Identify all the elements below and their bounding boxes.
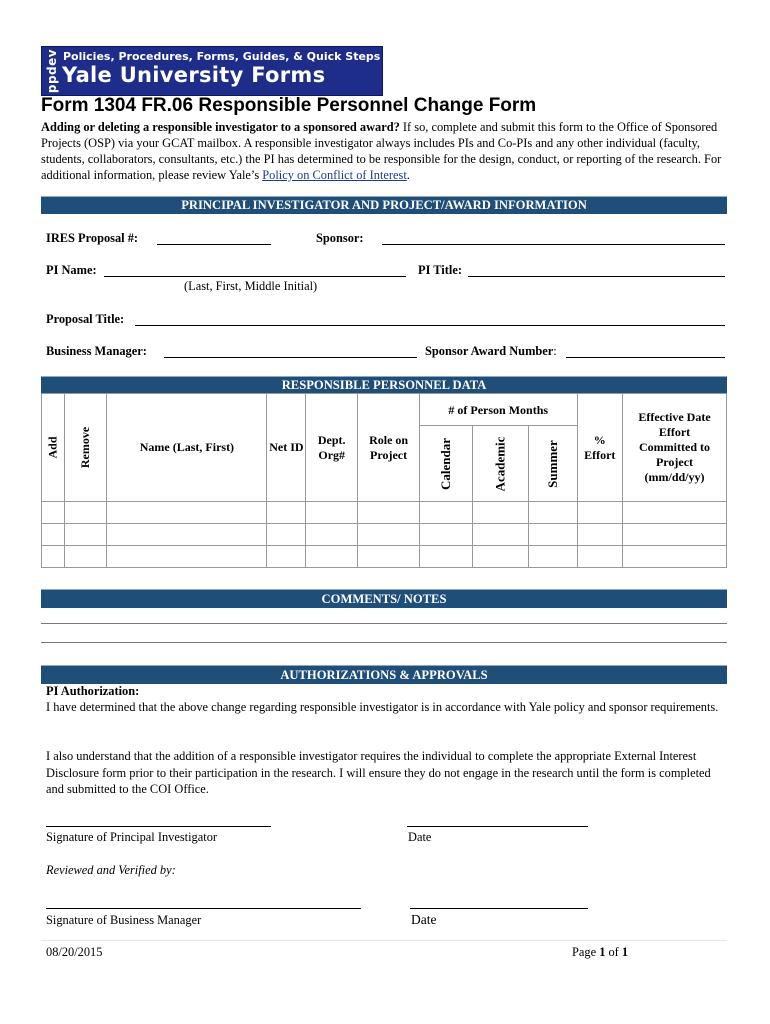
col-calendar [419,426,472,502]
add-checkbox[interactable] [42,502,65,524]
effort-cell[interactable] [577,502,623,524]
net-id-cell[interactable] [267,546,306,568]
table-row [42,502,727,524]
intro-paragraph [41,119,731,183]
col-add [42,394,65,502]
comments-section-header: COMMENTS/ NOTES [41,589,727,608]
calendar-cell[interactable] [419,524,472,546]
ppdev-text: ppdev [45,48,60,94]
col-academic-label: Academic [492,436,508,491]
bm-signature-label: Signature of Business Manager [46,913,202,927]
ppdev-logo [44,47,60,95]
pi-section-header: PRINCIPAL INVESTIGATOR AND PROJECT/AWARD INFORMATION [41,196,727,214]
col-academic [472,426,528,502]
rp-section-header: RESPONSIBLE PERSONNEL DATA [41,376,727,394]
sponsor-label: Sponsor: [316,231,364,245]
effective-date-cell[interactable] [623,546,727,568]
proposal-title-field[interactable] [135,325,725,326]
form-title: Form 1304 FR.06 Responsible Personnel Change Form [41,95,537,116]
coi-policy-link[interactable]: Policy on Conflict of Interest [262,168,407,182]
comments-line-2[interactable] [41,642,727,643]
page-number [572,945,628,960]
academic-cell[interactable] [472,546,528,568]
add-checkbox[interactable] [42,524,65,546]
sponsor-award-number-label [425,344,557,359]
dept-org-cell[interactable] [306,524,358,546]
dept-org-cell[interactable] [306,546,358,568]
name-cell[interactable] [107,502,267,524]
sponsor-field[interactable] [382,244,725,245]
pi-name-hint: (Last, First, Middle Initial) [184,279,318,293]
sponsor-award-colon: : [553,344,557,358]
col-summer-label: Summer [544,439,560,488]
calendar-cell[interactable] [419,546,472,568]
pi-title-field[interactable] [468,276,725,277]
proposal-title-label: Proposal Title: [46,312,125,326]
net-id-cell[interactable] [267,524,306,546]
ires-proposal-label: IRES Proposal #: [46,231,139,245]
col-name: Name (Last, First) [107,394,267,502]
effective-date-cell[interactable] [623,524,727,546]
business-manager-field[interactable] [164,357,417,358]
auth-section-header: AUTHORIZATIONS & APPROVALS [41,665,727,684]
dept-org-cell[interactable] [306,502,358,524]
banner-subtitle: Policies, Procedures, Forms, Guides, & Quick Steps [63,50,381,63]
role-cell[interactable] [358,502,420,524]
col-add-label: Add [45,436,60,459]
auth-paragraph-1: I have determined that the above change regarding responsible investigator is in accordance with Yale policy and sponsor requirements. [46,700,719,714]
remove-checkbox[interactable] [65,546,107,568]
role-cell[interactable] [358,546,420,568]
summer-cell[interactable] [528,502,577,524]
sponsor-award-number-field[interactable] [566,357,725,358]
bm-date-line[interactable] [410,908,588,909]
col-dept-org: Dept. Org# [306,394,358,502]
comments-line-1[interactable] [41,623,727,624]
col-pct-effort: % Effort [577,394,623,502]
bm-date-label: Date [411,912,437,927]
reviewed-verified-label: Reviewed and Verified by: [46,863,176,877]
pi-date-label: Date [408,830,432,844]
col-net-id: Net ID [267,394,306,502]
table-row [42,524,727,546]
role-cell[interactable] [358,524,420,546]
col-person-months: # of Person Months [419,394,577,426]
effort-cell[interactable] [577,546,623,568]
footer-date: 08/20/2015 [46,945,103,959]
business-manager-label: Business Manager: [46,344,147,358]
pi-title-label: PI Title: [418,263,462,277]
pi-authorization-label: PI Authorization: [46,684,140,698]
col-summer [528,426,577,502]
page-prefix: Page [572,945,600,959]
table-row [42,546,727,568]
net-id-cell[interactable] [267,502,306,524]
remove-checkbox[interactable] [65,524,107,546]
effort-cell[interactable] [577,524,623,546]
name-cell[interactable] [107,524,267,546]
summer-cell[interactable] [528,546,577,568]
intro-end: . [406,168,410,182]
bm-signature-line[interactable] [46,908,361,909]
summer-cell[interactable] [528,524,577,546]
page-current: 1 [599,945,606,959]
calendar-cell[interactable] [419,502,472,524]
pi-name-field[interactable] [104,276,406,277]
intro-question: Adding or deleting a responsible investigator to a sponsored award? [41,120,400,134]
page-of: of [605,945,622,959]
pi-signature-label: Signature of Principal Investigator [46,830,218,844]
col-calendar-label: Calendar [437,437,453,490]
banner-title: Yale University Forms [62,63,326,87]
pi-date-line[interactable] [407,826,588,827]
ires-proposal-field[interactable] [157,244,271,245]
academic-cell[interactable] [472,502,528,524]
col-effective-date: Effective Date Effort Committed to Project (mm/dd/yy) [623,394,727,502]
auth-paragraph-2: I also understand that the addition of a responsible investigator requires the individual to complete the appropriate External Interest Disclosure form prior to their participation in the research. I will ensure they do not engage in the research until the form is completed and submitted to the COI Office. [46,749,711,796]
page-total: 1 [621,945,629,959]
name-cell[interactable] [107,546,267,568]
col-remove-label: Remove [78,426,93,469]
forms-banner [41,46,383,96]
effective-date-cell[interactable] [623,502,727,524]
col-remove [65,394,107,502]
footer-divider [41,940,727,941]
responsible-personnel-table [41,393,727,568]
intro-body: If so, complete and submit this form to the Office of Sponsored Projects (OSP) via your GCAT mailbox. A responsible investigator always includes PIs and Co-PIs and any other individual (faculty, students, collaborators, consultants, etc.) the PI has determined to be responsible for the design, conduct, or reporting of the research. For additional information, please review Yale’s [41,120,722,182]
academic-cell[interactable] [472,524,528,546]
pi-name-label: PI Name: [46,263,97,277]
remove-checkbox[interactable] [65,502,107,524]
add-checkbox[interactable] [42,546,65,568]
col-role: Role on Project [358,394,420,502]
sponsor-award-number-text: Sponsor Award Number [425,344,554,358]
pi-signature-line[interactable] [46,826,271,827]
